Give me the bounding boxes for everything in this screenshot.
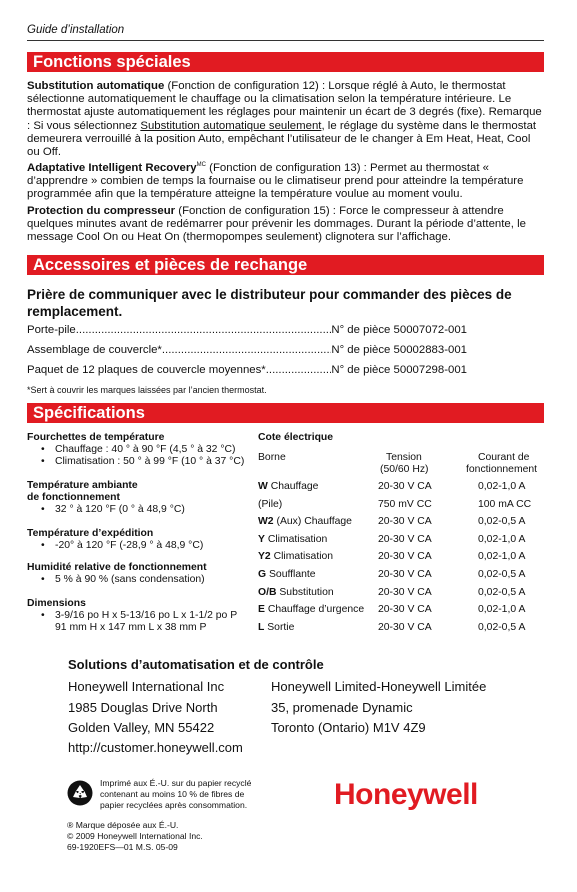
current-cell: 0,02-1,0 A [478,481,526,492]
spec-dimensions [27,598,252,634]
current-cell: 0,02-0,5 A [478,586,526,598]
text: (Fonction de configuration 13) : Permet au thermostat « d’apprendre » combien de temps la fournaise ou le climatiseur prend pour atteindre la température programmée afin que la température atteigne la température voulue au moment voulu. [27,161,524,201]
terminal-code: Y [258,533,265,545]
spec-item: • 5 % à 90 % (sans condensation) [41,574,207,586]
current-cell: 0,02-0,5 A [478,569,526,580]
current-cell: 0,02-1,0 A [478,604,526,616]
spec-item: • 3-9/16 po H x 5-13/16 po L x 1-1/2 po P [41,610,252,622]
accessory-row [27,364,467,376]
terminal-label: Chauffage d’urgence [264,604,365,616]
terminal-code: O/B [258,586,277,598]
paragraph-adaptive-recovery [27,159,542,201]
spec-heading: Fourchettes de température [27,432,165,443]
current-cell: 0,02-0,5 A [478,621,526,633]
terminal-code: L [258,621,265,633]
contact-left-line: Honeywell International Inc [68,679,225,694]
text-line: 69-1920EFS—01 M.S. 05-09 [67,842,178,852]
spec-item: • Chauffage : 40 ° à 90 °F (4,5 ° à 32 °C) [41,444,244,456]
contact-left-line: Golden Valley, MN 55422 [68,720,215,735]
terminal-label: Chauffage [267,481,319,492]
voltage-cell: 20-30 V CA [378,569,432,580]
accessory-row [27,344,467,356]
terminal-cell [258,604,364,615]
text-line: contenant au moins 10 % de fibres de [100,789,245,799]
terminal-label: (Pile) [258,498,283,510]
terminal-cell [258,587,334,598]
text: , le réglage du système dans le thermostat demeurera verrouillé à la position Auto, empêchant l’utilisateur de le changer à Em Heat, Heat, Cool ou Off. [27,119,537,159]
terminal-code: W2 [258,516,274,528]
electrical-title: Cote électrique [258,432,334,443]
spec-heading: Température ambiante [27,480,138,491]
col-header-voltage-sub: (50/60 Hz) [380,464,429,475]
spec-heading: Température d’expédition [27,528,154,539]
voltage-cell: 20-30 V CA [378,533,432,545]
voltage-cell: 20-30 V CA [378,586,432,598]
text: (Fonction de configuration 12) : Lorsque réglé à Auto, le thermostat sélectionne automatiquement le chauffage ou la climatisation selon la température intérieure. Le thermostat ajuste automatiquement les réglages pour maintenir un écart de 3 degrés (fixe). Remarque : Si vous sélectionnez [27,80,542,132]
terminal-cell [258,569,316,580]
section-title: Accessoires et pièces de rechange [33,256,308,274]
accessories-intro: Prière de communiquer avec le distributeur pour commander des pièces de remplacement. [27,287,512,319]
contact-right-line: Toronto (Ontario) M1V 4Z9 [271,720,426,735]
terminal-cell [258,534,327,545]
terminal-cell [258,516,352,527]
terminal-cell [258,481,318,492]
terminal-cell [258,551,333,562]
voltage-cell: 20-30 V CA [378,621,432,633]
terminal-label: (Aux) Chauffage [273,516,352,528]
contact-left-line: 1985 Douglas Drive North [68,700,218,715]
spec-shipping-temperature [27,528,203,552]
voltage-cell: 20-30 V CA [378,551,432,563]
text-line: © 2009 Honeywell International Inc. [67,831,203,841]
spec-heading: de fonctionnement [27,492,120,503]
section-title: Fonctions spéciales [33,53,191,71]
current-cell: 100 mA CC [478,498,532,510]
text-line: ® Marque déposée aux É.-U. [67,820,179,830]
section-heading-accessories [27,255,544,275]
text: (Fonction de configuration 15) : Force le compresseur à attendre quelques minutes avant de redémarrer pour prévenir les dommages. Durant la période d’attente, le message Cool On ou Heat On (thermopompes seulement) clignotera sur l’affichage. [27,205,526,244]
terminal-label: Climatisation [264,533,328,545]
part-number: N° de pièce 50007072-001 [331,324,467,336]
current-cell: 0,02-0,5 A [478,516,526,528]
header-divider [27,40,544,41]
spec-temperature-ranges [27,432,244,468]
term-auto-changeover: Substitution automatique [27,80,165,92]
terminal-code: G [258,569,267,580]
text-line: Imprimé aux É.-U. sur du papier recyclé [100,778,252,788]
col-header-current-sub: fonctionnement [466,464,538,475]
accessory-name: Paquet de 12 plaques de couvercle moyennes* [27,364,266,376]
part-number: N° de pièce 50007298-001 [331,364,467,376]
current-cell: 0,02-1,0 A [478,551,526,563]
voltage-cell: 20-30 V CA [378,516,432,528]
terminal-code: E [258,604,265,616]
website-link[interactable]: http://customer.honeywell.com [68,740,243,755]
honeywell-logo: Honeywell [334,778,478,811]
paragraph-compressor-protection [27,205,542,245]
section-heading-special [27,52,544,72]
spec-item-continued: 91 mm H x 147 mm L x 38 mm P [55,622,207,633]
section-title: Spécifications [33,404,145,422]
part-number: N° de pièce 50002883-001 [331,344,467,356]
accessory-name: Porte-pile [27,324,76,336]
dot-leader [162,344,331,356]
recycle-icon [67,780,93,806]
spec-item: • 32 ° à 120 °F (0 ° à 48,9 °C) [41,504,185,516]
current-cell: 0,02-1,0 A [478,533,526,545]
terminal-label: Climatisation [270,551,334,563]
paragraph-auto-changeover [27,80,542,159]
terminal-cell [258,499,282,510]
term-compressor-protection: Protection du compresseur [27,205,176,217]
dot-leader [76,324,332,336]
section-heading-specs [27,403,544,423]
terminal-cell [258,622,294,633]
col-header-voltage: Tension [386,452,422,463]
accessory-name: Assemblage de couvercle* [27,344,162,356]
spec-heading: Dimensions [27,598,86,609]
contact-right-line: 35, promenade Dynamic [271,700,413,715]
document-header: Guide d’installation [27,24,125,36]
legal-footer [67,820,203,853]
voltage-cell: 20-30 V CA [378,481,432,492]
terminal-code: Y2 [258,551,271,563]
spec-item: • Climatisation : 50 ° à 99 °F (10 ° à 37 °C) [41,456,244,468]
term-adaptive-recovery: Adaptative Intelligent Recovery [27,161,197,174]
voltage-cell: 750 mV CC [378,498,432,510]
spec-ambient-temperature [27,480,185,516]
spec-humidity [27,562,207,586]
contact-right-line: Honeywell Limited-Honeywell Limitée [271,679,487,694]
underlined-term: Substitution automatique seulement [140,119,322,132]
terminal-label: Soufflante [266,569,316,580]
text-line: papier recyclées après consommation. [100,800,248,810]
terminal-label: Substitution [276,586,334,598]
col-header-current: Courant de [478,452,530,463]
dot-leader [266,364,332,376]
accessories-footnote: *Sert à couvrir les marques laissées par l’ancien thermostat. [27,385,267,395]
terminal-code: W [258,481,268,492]
terminal-label: Sortie [264,621,295,633]
trademark-mark: MC [196,162,206,168]
recycled-paper-note [100,778,300,811]
voltage-cell: 20-30 V CA [378,604,432,616]
col-header-terminal: Borne [258,452,286,463]
spec-heading: Humidité relative de fonctionnement [27,562,207,573]
contact-title: Solutions d’automatisation et de contrôle [68,657,324,672]
accessory-row [27,324,467,336]
spec-item: • -20° à 120 °F (-28,9 ° à 48,9 °C) [41,540,203,552]
